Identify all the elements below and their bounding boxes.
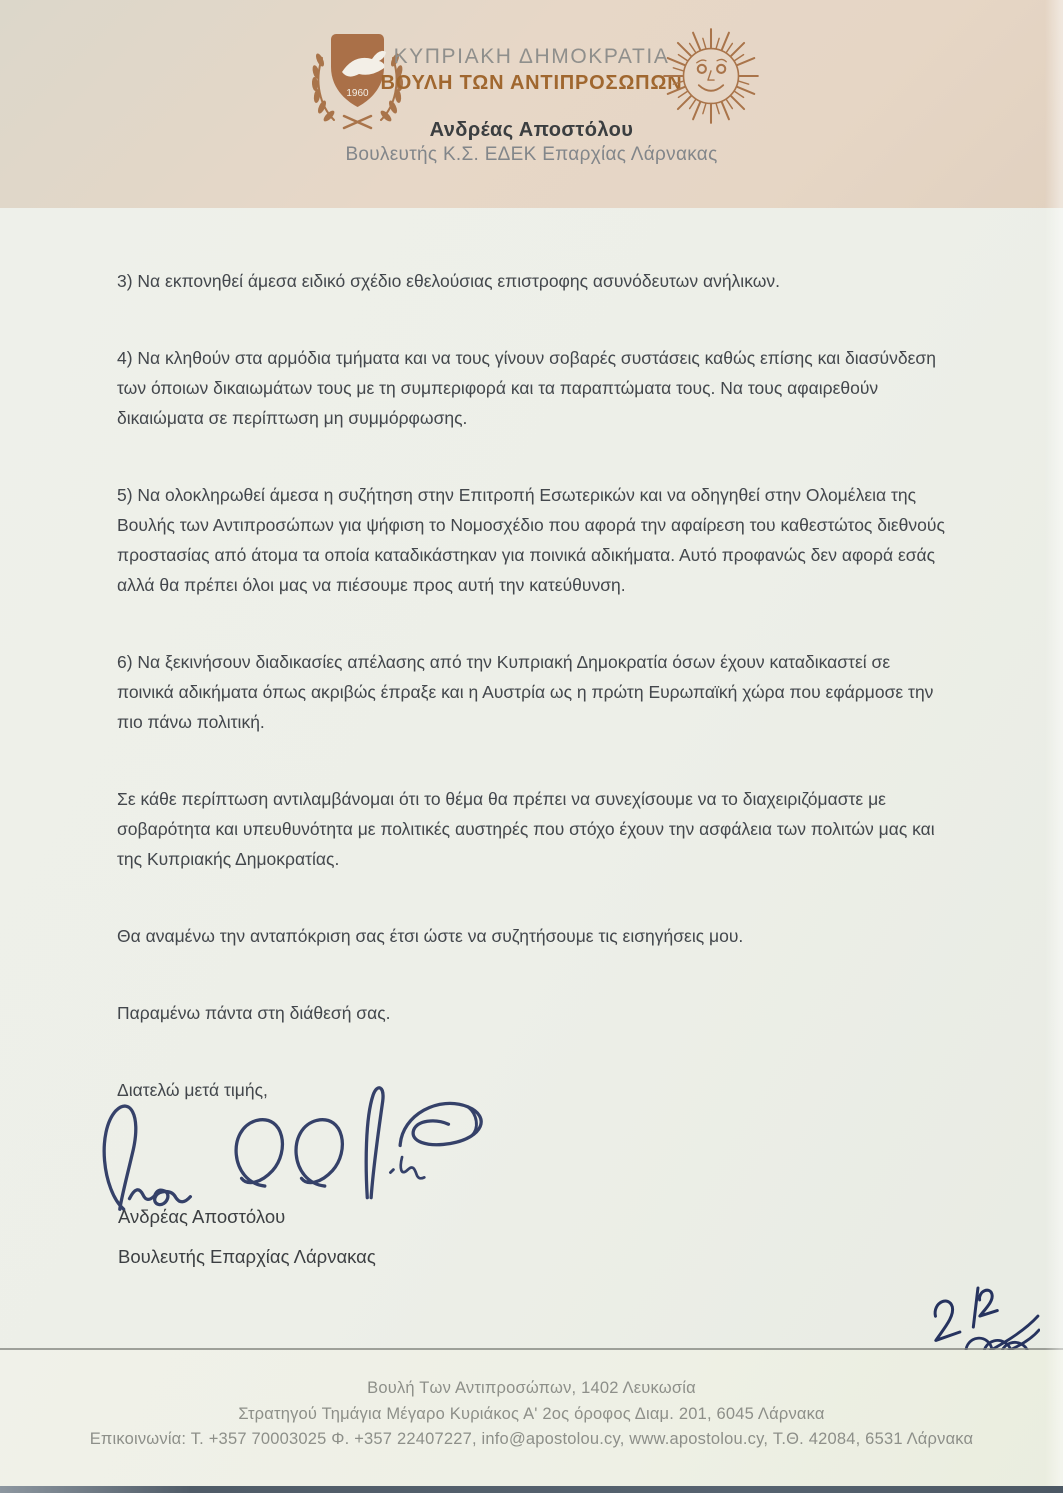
mp-title: Βουλευτής Κ.Σ. ΕΔΕΚ Επαρχίας Λάρνακας bbox=[345, 144, 718, 165]
signer-title: Βουλευτής Επαρχίας Λάρνακας bbox=[118, 1246, 376, 1267]
footer-line-contact: Επικοινωνία: Τ. +357 70003025 Φ. +357 22407227, info@apostolou.cy, www.apostolou.cy, Τ.Θ. 42084, 6531 Λάρνακα bbox=[89, 1430, 974, 1448]
sun-face-emblem-icon bbox=[655, 20, 767, 132]
paragraph-at-disposal: Παραμένω πάντα στη διάθεσή σας. bbox=[117, 1003, 391, 1023]
photo-edge-highlight bbox=[1045, 0, 1063, 1493]
coat-year-label: 1960 bbox=[346, 88, 369, 99]
valediction: Διατελώ μετά τιμής, bbox=[117, 1080, 268, 1100]
signature-icon bbox=[88, 1072, 488, 1217]
paragraph-summary: Σε κάθε περίπτωση αντιλαμβάνομαι ότι το θέμα θα πρέπει να συνεχίσουμε να το διαχειριζόμαστε με σοβαρότητα και υπευθυνότητα με πολιτικές αυστηρές που στόχο έχουν την ασφάλεια των πολιτών μας και της Κυπριακής Δημοκρατίας. bbox=[117, 789, 935, 869]
footer-line-address1: Βουλή Των Αντιπροσώπων, 1402 Λευκωσία bbox=[367, 1379, 696, 1397]
paragraph-4: 4) Να κληθούν στα αρμόδια τμήματα και να τους γίνουν σοβαρές συστάσεις καθώς επίσης και διασύνδεση των όποιων δικαιωμάτων τους με τη συμπεριφορά και τα παραπτώματα τους. Να τους αφαιρεθούν δικαιώματα σε περίπτωση μη συμμόρφωσης. bbox=[117, 348, 936, 428]
paragraph-6: 6) Να ξεκινήσουν διαδικασίες απέλασης από την Κυπριακή Δημοκρατία όσων έχουν καταδικαστεί σε ποινικά αδικήματα όπως ακριβώς έπραξε και η Αυστρία ως η πρώτη Ευρωπαϊκή χώρα που εφάρμοσε την πιο πάνω πολιτική. bbox=[117, 652, 934, 732]
photo-bottom-edge bbox=[0, 1486, 1063, 1493]
letterhead-titles bbox=[0, 44, 1063, 96]
letter-body bbox=[117, 266, 949, 1105]
republic-line: ΚΥΠΡΙΑΚΗ ΔΗΜΟΚΡΑΤΙΑ bbox=[393, 45, 670, 68]
signer-name: Ανδρέας Αποστόλου bbox=[118, 1206, 286, 1227]
parliament-line: ΒΟΥΛΗ ΤΩΝ ΑΝΤΙΠΡΟΣΩΠΩΝ bbox=[380, 72, 683, 94]
paragraph-3: 3) Να εκπονηθεί άμεσα ειδικό σχέδιο εθελούσιας επιστροφης ασυνόδευτων ανήλικων. bbox=[117, 271, 781, 291]
letterhead-band bbox=[0, 0, 1063, 208]
footer-contact-block bbox=[0, 1376, 1063, 1453]
paragraph-await-response: Θα αναμένω την ανταπόκριση σας έτσι ώστε να συζητήσουμε τις εισηγήσεις μου. bbox=[117, 926, 744, 946]
mp-name: Ανδρέας Αποστόλου bbox=[429, 119, 634, 141]
footer-line-address2: Στρατηγού Τημάγια Μέγαρο Κυριάκος Α' 2ος όροφος Διαμ. 201, 6045 Λάρνακα bbox=[238, 1404, 825, 1423]
paragraph-5: 5) Να ολοκληρωθεί άμεσα η συζήτηση στην Επιτροπή Εσωτερικών και να οδηγηθεί στην Ολομέλεια της Βουλής των Αντιπροσώπων για ψήφιση το Νομοσχέδιο που αφορά την αφαίρεση του καθεστώτος διεθνούς προστασίας από άτομα τα οποία καταδικάστηκαν για ποινικά αδικήματα. Αυτό προφανώς δεν αφορά εσάς αλλά θα πρέπει όλοι μας να πιέσουμε προς αυτή την κατεύθυνση. bbox=[117, 485, 945, 595]
